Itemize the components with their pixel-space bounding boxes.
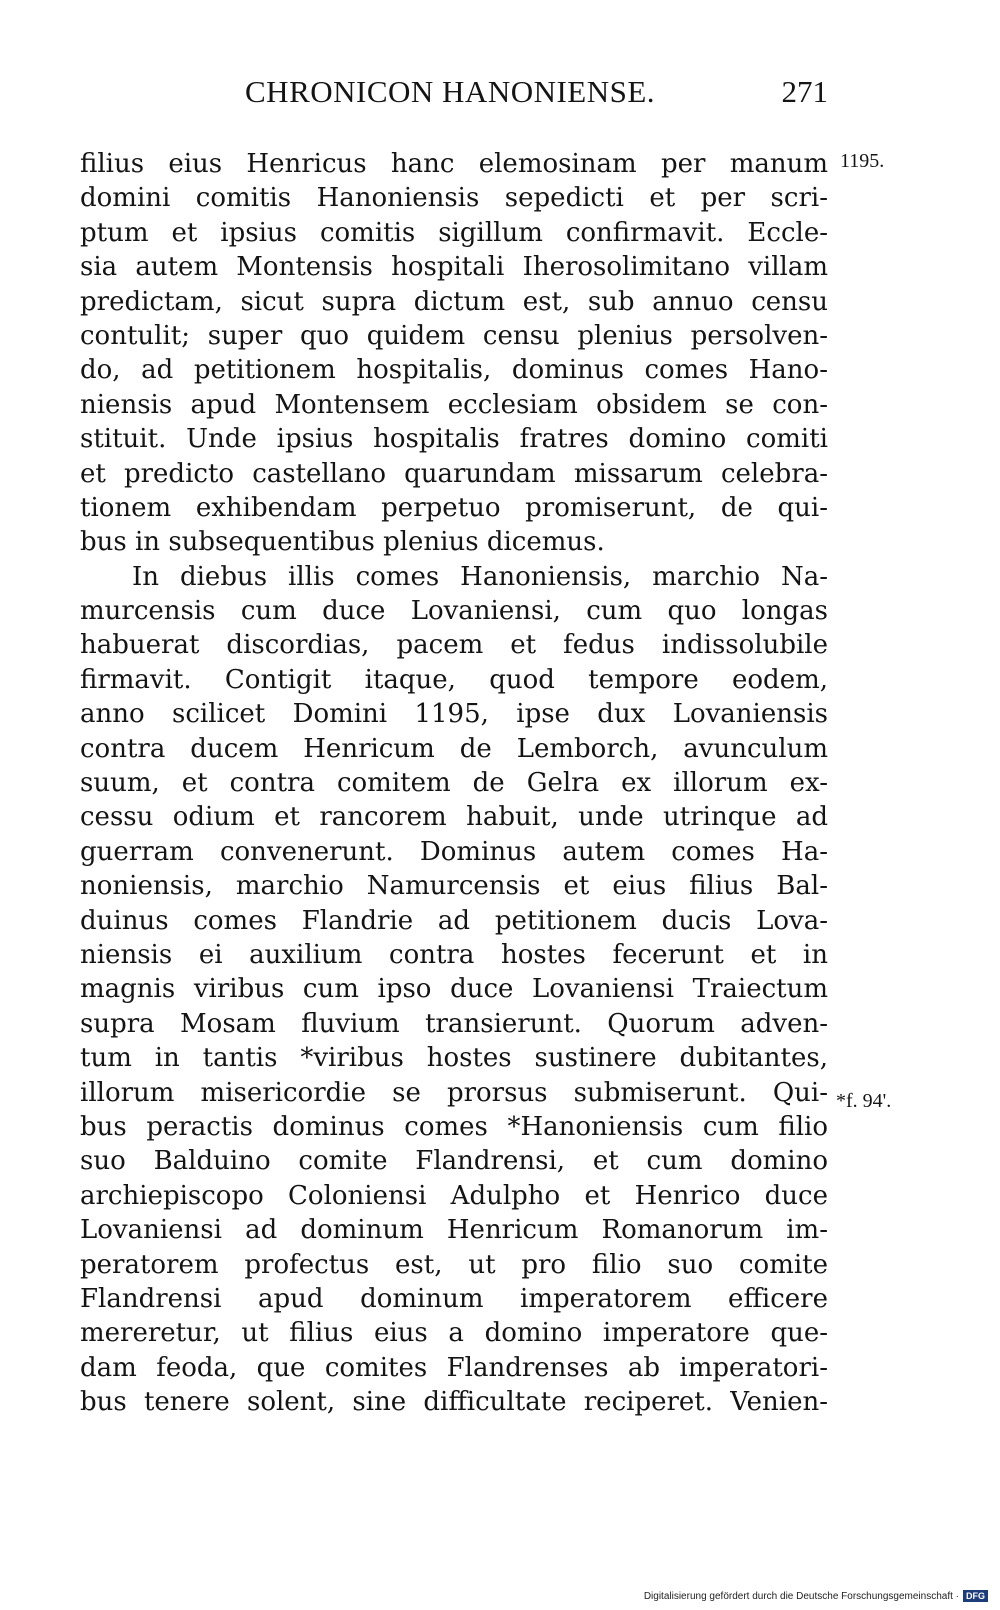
text-line: tum in tantis *viribus hostes sustinere dubitantes, — [80, 1043, 828, 1074]
text-line: anno scilicet Domini 1195, ipse dux Lovaniensis — [80, 699, 828, 730]
text-line: niensis apud Montensem ecclesiam obsidem se con- — [80, 389, 828, 420]
text-line: supra Mosam fluvium transierunt. Quorum adven- — [80, 1008, 828, 1039]
text-line: Lovaniensi ad dominum Henricum Romanorum im- — [80, 1215, 828, 1246]
text-line: niensis ei auxilium contra hostes fecerunt et in — [80, 939, 828, 970]
text-line: predictam, sicut supra dictum est, sub annuo censu — [80, 286, 828, 317]
text-line: mereretur, ut filius eius a domino imperatore que- — [80, 1318, 828, 1349]
text-line: bus peractis dominus comes *Hanoniensis cum filio — [80, 1111, 828, 1142]
text-line: sia autem Montensis hospitali Iherosolimitano villam — [80, 252, 828, 283]
text-line: habuerat discordias, pacem et fedus indissolubile — [80, 630, 828, 661]
text-line: bus in subsequentibus plenius dicemus. — [80, 527, 605, 558]
text-line: noniensis, marchio Namurcensis et eius filius Bal- — [80, 871, 828, 902]
text-line: archiepiscopo Coloniensi Adulpho et Henrico duce — [80, 1180, 828, 1211]
text-line: cessu odium et rancorem habuit, unde utrinque ad — [80, 802, 828, 833]
page-number: 271 — [781, 74, 828, 109]
text-line: ptum et ipsius comitis sigillum confirmavit. Eccle- — [80, 217, 828, 248]
text-line: contra ducem Henricum de Lemborch, avunculum — [80, 733, 828, 764]
text-line: suum, et contra comitem de Gelra ex illorum ex- — [80, 768, 828, 799]
digitization-footer — [644, 1590, 988, 1602]
text-line: Flandrensi apud dominum imperatorem efficere — [80, 1283, 828, 1314]
text-line: firmavit. Contigit itaque, quod tempore eodem, — [80, 664, 828, 695]
text-line: murcensis cum duce Lovaniensi, cum quo longas — [80, 596, 828, 627]
text-line: suo Balduino comite Flandrensi, et cum domino — [80, 1146, 828, 1177]
footer-credit: Digitalisierung gefördert durch die Deutsche Forschungsgemeinschaft · — [643, 1590, 959, 1602]
dfg-logo: DFG — [963, 1590, 988, 1602]
running-header — [80, 74, 828, 124]
running-title: CHRONICON HANONIENSE. — [245, 74, 656, 109]
text-line: guerram convenerunt. Dominus autem comes Ha- — [80, 836, 828, 867]
text-line: illorum misericordie se prorsus submiserunt. Qui- — [80, 1077, 828, 1108]
text-line: stituit. Unde ipsius hospitalis fratres domino comiti — [80, 424, 828, 455]
text-line: domini comitis Hanoniensis sepedicti et per scri- — [80, 183, 828, 214]
text-line: dam feoda, que comites Flandrenses ab imperatori- — [80, 1352, 828, 1383]
paragraph-first-line: In diebus illis comes Hanoniensis, marchio Na- — [132, 561, 828, 592]
body-text — [80, 147, 828, 1419]
text-line: do, ad petitionem hospitalis, dominus comes Hano- — [80, 355, 828, 386]
margin-year-note: 1195. — [840, 150, 885, 172]
text-line: contulit; super quo quidem censu plenius persolven- — [80, 320, 828, 351]
text-line: filius eius Henricus hanc elemosinam per manum — [80, 149, 828, 179]
margin-folio-note: *f. 94'. — [836, 1090, 892, 1112]
text-line: magnis viribus cum ipso duce Lovaniensi Traiectum — [80, 974, 828, 1005]
text-line: bus tenere solent, sine difficultate reciperet. Venien- — [80, 1387, 828, 1418]
text-line: et predicto castellano quarundam missarum celebra- — [80, 458, 828, 489]
text-line: tionem exhibendam perpetuo promiserunt, de qui- — [80, 492, 828, 523]
text-line: peratorem profectus est, ut pro filio suo comite — [80, 1249, 828, 1280]
text-line: duinus comes Flandrie ad petitionem ducis Lova- — [80, 905, 828, 936]
